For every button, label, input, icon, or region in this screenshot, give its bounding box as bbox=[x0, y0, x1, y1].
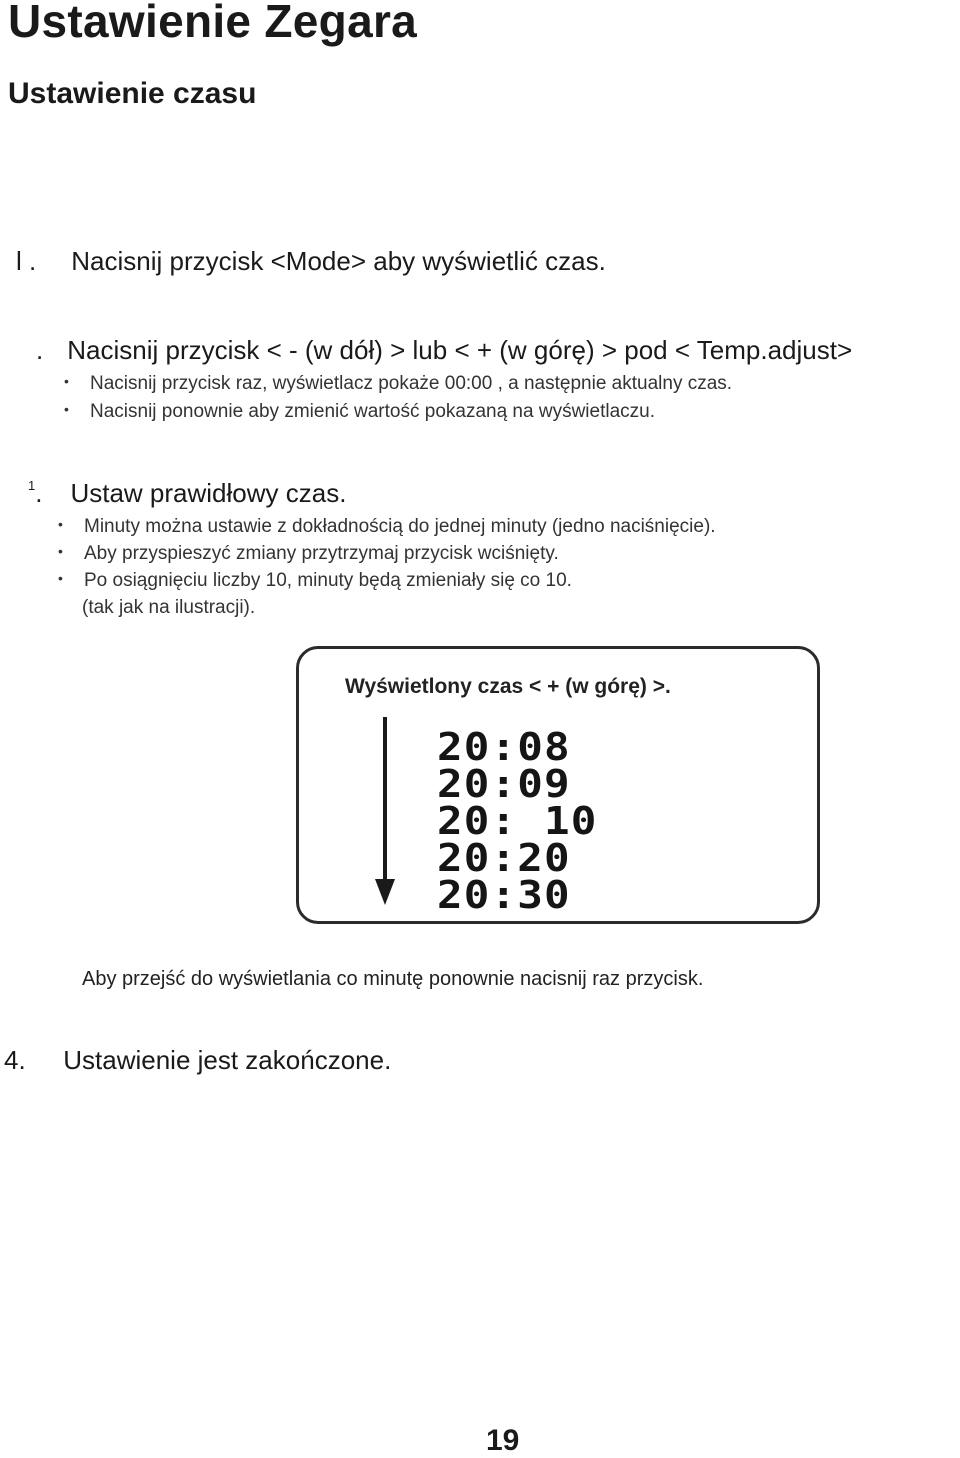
time-readout: 20:09 bbox=[437, 762, 571, 806]
step-4-number: 4. bbox=[4, 1045, 26, 1075]
step-3-superscript: 1 bbox=[28, 478, 36, 493]
illustration-caption: Wyświetlony czas < + (w górę) >. bbox=[345, 675, 671, 698]
section-subtitle: Ustawienie czasu bbox=[8, 77, 257, 110]
step-3-continuation: (tak jak na ilustracji). bbox=[82, 597, 256, 618]
bullet-dot: • bbox=[64, 401, 69, 417]
bullet-dot: • bbox=[64, 373, 69, 389]
time-readout: 20:30 bbox=[437, 873, 571, 917]
down-arrow-shaft bbox=[383, 717, 387, 887]
time-readout-list bbox=[437, 725, 598, 917]
step-2 bbox=[36, 335, 852, 366]
bullet-text: Aby przyspieszyć zmiany przytrzymaj przycisk wciśnięty. bbox=[84, 543, 559, 564]
note-text: Aby przejść do wyświetlania co minutę ponownie nacisnij raz przycisk. bbox=[82, 968, 704, 990]
step-4 bbox=[4, 1045, 391, 1076]
bullet-text: Nacisnij ponownie aby zmienić wartość pokazaną na wyświetlaczu. bbox=[90, 401, 655, 422]
step-1 bbox=[16, 246, 606, 277]
step-4-text: Ustawienie jest zakończone. bbox=[63, 1045, 392, 1075]
bullet-dot: • bbox=[58, 543, 63, 559]
down-arrow-icon bbox=[375, 879, 395, 905]
step-3-text: Ustaw prawidłowy czas. bbox=[70, 478, 347, 508]
step-2-text: Nacisnij przycisk < - (w dół) > lub < + (w górę) > pod < Temp.adjust> bbox=[67, 335, 853, 365]
bullet-dot: • bbox=[58, 570, 63, 586]
step-1-text: Nacisnij przycisk <Mode> aby wyświetlić czas. bbox=[71, 246, 606, 276]
step-3-number: . bbox=[35, 478, 43, 508]
bullet-text: Po osiągnięciu liczby 10, minuty będą zmieniały się co 10. bbox=[84, 570, 572, 591]
page-number: 19 bbox=[486, 1424, 520, 1457]
step-2-bullet bbox=[64, 373, 732, 395]
page-title: Ustawienie Zegara bbox=[8, 0, 418, 47]
time-readout: 20:08 bbox=[437, 725, 571, 769]
time-readout: 20: 10 bbox=[437, 799, 598, 843]
step-2-bullet bbox=[64, 401, 655, 423]
step-3-bullet bbox=[58, 516, 716, 538]
step-1-number: l . bbox=[16, 246, 37, 276]
bullet-text: Nacisnij przycisk raz, wyświetlacz pokaże 00:00 , a następnie aktualny czas. bbox=[90, 373, 733, 394]
bullet-dot: • bbox=[58, 516, 63, 532]
bullet-text: Minuty można ustawie z dokładnością do jednej minuty (jedno naciśnięcie). bbox=[84, 516, 716, 537]
step-2-number: . bbox=[36, 335, 44, 365]
step-3 bbox=[28, 478, 346, 509]
step-3-bullet bbox=[58, 570, 572, 592]
display-illustration bbox=[296, 646, 820, 924]
step-3-bullet bbox=[58, 543, 559, 565]
time-readout: 20:20 bbox=[437, 836, 571, 880]
